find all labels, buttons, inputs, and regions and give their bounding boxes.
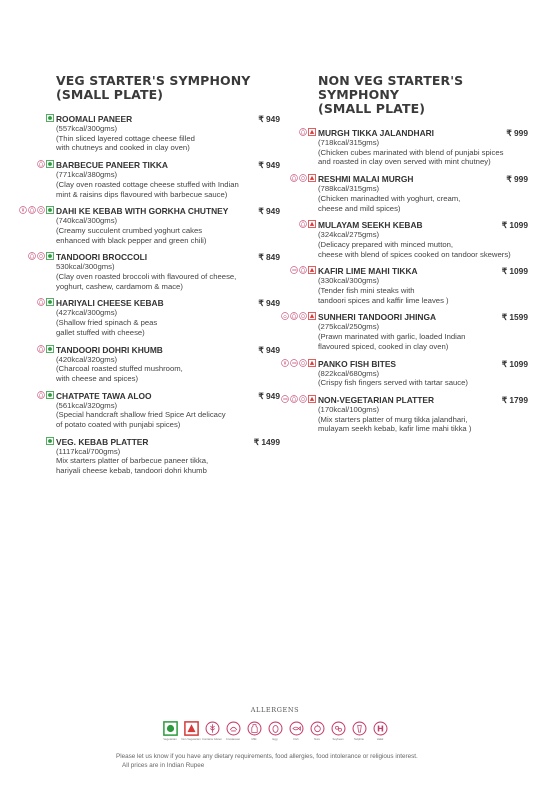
svg-text:H: H: [376, 723, 384, 734]
item-description: [318, 415, 528, 434]
description-line: and roasted in clay oven served with mint chutney): [318, 157, 491, 167]
item-name: SUNHERI TANDOORI JHINGA: [318, 312, 437, 323]
item-header: [56, 114, 280, 124]
nonveg-section-title: NON VEG STARTER'S SYMPHONY (SMALL PLATE): [318, 73, 464, 116]
item-calories: (557kcal/300gms): [56, 124, 118, 133]
item-name: CHATPATE TAWA ALOO: [56, 390, 152, 401]
nonveg-icon: [184, 721, 199, 736]
egg-icon: [299, 395, 307, 403]
description-line: with cheese and spices): [56, 373, 139, 383]
description-line: cheese and mild spices): [318, 203, 401, 213]
item-description: [318, 240, 528, 259]
dietary-icons: [37, 298, 54, 306]
item-calories: 530kcal/300gms): [56, 262, 115, 272]
description-line: (Prawn marinated with garlic, loaded Indian: [318, 332, 466, 342]
fish-icon: [290, 266, 298, 274]
description-line: Mix starters platter of barbecue paneer tikka,: [56, 456, 209, 466]
description-line: (Chicken marinadted with yoghurt, cream,: [318, 193, 461, 203]
description-line: (Clay oven roasted cottage cheese stuffed with Indian: [56, 179, 239, 189]
item-name: KAFIR LIME MAHI TIKKA: [318, 266, 418, 277]
nonveg-icon: [308, 312, 316, 320]
menu-item: [56, 252, 280, 291]
dietary-icons: [37, 391, 54, 399]
item-price: ₹ 949: [258, 160, 280, 171]
allergens-legend: [0, 706, 550, 745]
description-line: (Mix starters platter of murg tikka jalandhari,: [318, 414, 468, 424]
dairy-icon: [299, 128, 307, 136]
item-header: [318, 395, 528, 405]
egg-icon: [268, 721, 283, 736]
allergen-legend-item: [288, 721, 304, 745]
sulphite-icon: [352, 721, 367, 736]
dietary-icons: [290, 266, 316, 274]
allergen-label: Nuts: [314, 737, 320, 741]
item-description: [56, 456, 280, 475]
description-line: (Delicacy prepared with minced mutton,: [318, 239, 454, 249]
allergen-label: Fish: [293, 737, 299, 741]
veg-icon: [46, 391, 54, 399]
item-price: ₹ 949: [258, 114, 280, 124]
allergen-legend-item: [162, 721, 178, 745]
veg-icon: [46, 252, 54, 260]
item-description: [56, 134, 280, 153]
footnote-line-2: All prices are in Indian Rupee: [122, 762, 205, 769]
dietary-icons: [37, 160, 54, 168]
item-calories: (822kcal/680gms): [318, 368, 380, 378]
item-header: [318, 312, 528, 322]
veg-icon: [46, 160, 54, 168]
item-name: NON-VEGETARIAN PLATTER: [318, 394, 435, 405]
footnote: [116, 752, 418, 770]
item-price: ₹ 1099: [501, 220, 528, 231]
menu-item: [56, 437, 280, 476]
description-line: (Crispy fish fingers served with tartar sauce): [318, 378, 468, 388]
veg-item-list: [56, 114, 280, 476]
item-calories: (275kcal/250gms): [318, 322, 380, 332]
item-header: [56, 437, 280, 447]
description-line: (Clay oven roasted broccoli with flavoured of cheese,: [56, 272, 237, 282]
item-price: ₹ 999: [506, 128, 528, 138]
crustacean-icon: [281, 312, 289, 320]
item-calories: (1117kcal/700gms): [56, 446, 121, 456]
description-line: yoghurt, cashew, cardamom & mace): [56, 281, 183, 291]
item-name: HARIYALI CHEESE KEBAB: [56, 298, 164, 309]
item-calories: (718kcal/315gms): [318, 138, 380, 147]
item-description: [56, 410, 280, 429]
allergen-label: Non Vegetarian: [181, 737, 201, 741]
item-description: [318, 286, 528, 305]
item-price: ₹ 1799: [501, 394, 528, 405]
menu-item: [56, 391, 280, 430]
item-price: ₹ 949: [258, 298, 280, 309]
item-header: [318, 266, 528, 276]
item-header: [56, 345, 280, 355]
allergen-legend-item: [267, 721, 283, 745]
allergen-label: Sulphite: [353, 737, 365, 741]
description-line: flavoured spiced, cooked in clay oven): [318, 341, 449, 351]
item-header: [318, 174, 528, 184]
item-description: [56, 318, 280, 337]
description-line: (Special handcraft shallow fried Spice Art delicacy: [56, 410, 226, 420]
gluten-icon: [205, 721, 220, 736]
egg-icon: [299, 174, 307, 182]
dietary-icons: [281, 359, 316, 367]
dietary-icons: [19, 206, 54, 214]
item-price: ₹ 849: [258, 252, 280, 263]
description-line: (Shallow fried spinach & peas: [56, 318, 158, 328]
item-header: [56, 160, 280, 170]
dairy-icon: [299, 266, 307, 274]
description-line: (Tender fish mini steaks with: [318, 286, 415, 296]
allergen-legend-item: [309, 721, 325, 745]
dairy-icon: [290, 395, 298, 403]
item-calories: (561kcal/320gms): [56, 400, 118, 410]
allergen-label: Halal: [376, 737, 384, 741]
item-calories: (330kcal/300gms): [318, 276, 380, 286]
dietary-icons: [28, 252, 54, 260]
dairy-icon: [37, 391, 45, 399]
allergen-label: Milk: [251, 737, 257, 741]
dietary-icons: [290, 174, 316, 182]
allergen-label: Vegetarian: [163, 737, 177, 741]
nonveg-icon: [308, 395, 316, 403]
nonveg-item-list: [318, 128, 528, 434]
item-header: [56, 391, 280, 401]
nonveg-icon: [308, 128, 316, 136]
item-name: RESHMI MALAI MURGH: [318, 174, 414, 185]
allergen-label: Contains Gluten: [201, 737, 223, 741]
allergen-legend-item: [225, 721, 241, 745]
nonveg-icon: [308, 359, 316, 367]
dairy-icon: [299, 220, 307, 228]
item-price: ₹ 949: [258, 390, 280, 401]
fish-icon: [281, 395, 289, 403]
gluten-icon: [19, 206, 27, 214]
item-header: [56, 298, 280, 308]
dairy-icon: [37, 345, 45, 353]
item-name: TANDOORI DOHRI KHUMB: [56, 344, 163, 355]
item-calories: (427kcal/300gms): [56, 308, 118, 318]
dairy-icon: [28, 206, 36, 214]
item-price: ₹ 1099: [501, 266, 528, 277]
description-line: enhanced with black pepper and green chili): [56, 235, 207, 245]
item-price: ₹ 1499: [253, 436, 280, 447]
menu-item: [56, 114, 280, 153]
item-name: MURGH TIKKA JALANDHARI: [318, 128, 435, 138]
description-line: (Chicken cubes marinated with blend of punjabi spices: [318, 147, 504, 157]
item-price: ₹ 1599: [501, 312, 528, 323]
dietary-icons: [299, 220, 316, 228]
fish-icon: [289, 721, 304, 736]
item-description: [318, 378, 528, 388]
veg-column: [56, 74, 280, 483]
menu-item: [318, 359, 528, 388]
item-name: BARBECUE PANEER TIKKA: [56, 160, 168, 171]
dairy-icon: [290, 174, 298, 182]
item-calories: (771kcal/380gms): [56, 170, 118, 180]
dietary-icons: [299, 128, 316, 136]
nonveg-column: [318, 74, 528, 441]
description-line: (Charcoal roasted stuffed mushroom,: [56, 364, 183, 374]
item-name: MULAYAM SEEKH KEBAB: [318, 220, 423, 231]
menu-item: [56, 206, 280, 245]
allergen-legend-item: [330, 721, 346, 745]
item-description: [56, 272, 280, 291]
nuts-icon: [310, 721, 325, 736]
soy-icon: [331, 721, 346, 736]
nonveg-icon: [308, 174, 316, 182]
allergens-title: ALLERGENS: [250, 706, 300, 714]
item-header: [318, 359, 528, 369]
menu-item: [318, 174, 528, 213]
item-calories: (740kcal/300gms): [56, 216, 118, 226]
item-description: [318, 148, 528, 167]
dairy-icon: [37, 298, 45, 306]
item-price: ₹ 949: [258, 206, 280, 217]
allergen-legend-item: [351, 721, 367, 745]
description-line: (Thin sliced layered cottage cheese filled: [56, 133, 195, 143]
item-calories: (788kcal/315gms): [318, 184, 380, 194]
description-line: mulayam seekh kebab, kafir lime mahi tikka ): [318, 424, 472, 434]
dietary-icons: [46, 437, 54, 445]
description-line: mint & raisins dips flavoured with barbecue sauce): [56, 189, 228, 199]
item-description: [318, 332, 528, 351]
nonveg-icon: [308, 266, 316, 274]
allergen-legend-item: [372, 721, 388, 745]
veg-icon: [163, 721, 178, 736]
veg-section-title: VEG STARTER'S SYMPHONY (SMALL PLATE): [56, 73, 251, 102]
menu-item: [56, 160, 280, 199]
veg-icon: [46, 298, 54, 306]
item-name: ROOMALI PANEER: [56, 114, 133, 124]
allergen-legend-item: [183, 721, 199, 745]
menu-item: [318, 266, 528, 305]
item-description: [56, 180, 280, 199]
description-line: hariyali cheese kebab, tandoori dohri khumb: [56, 466, 207, 476]
fish-icon: [290, 359, 298, 367]
menu-item: [318, 220, 528, 259]
item-description: [56, 364, 280, 383]
dietary-icons: [281, 395, 316, 403]
gluten-icon: [281, 359, 289, 367]
egg-icon: [299, 312, 307, 320]
item-name: TANDOORI BROCCOLI: [56, 252, 148, 263]
item-calories: (324kcal/275gms): [318, 230, 380, 240]
dietary-icons: [46, 114, 54, 122]
nuts-icon: [37, 252, 45, 260]
description-line: gallet stuffed with cheese): [56, 327, 145, 337]
allergen-icon-row: [0, 721, 550, 745]
halal-icon: [373, 721, 388, 736]
item-header: [318, 128, 528, 138]
item-header: [56, 206, 280, 216]
item-price: ₹ 999: [506, 174, 528, 185]
dairy-icon: [247, 721, 262, 736]
menu-item: [318, 395, 528, 434]
item-header: [56, 252, 280, 262]
egg-icon: [299, 359, 307, 367]
item-calories: (170kcal/100gms): [318, 404, 380, 414]
dairy-icon: [37, 160, 45, 168]
allergen-legend-item: [246, 721, 262, 745]
nuts-icon: [37, 206, 45, 214]
item-price: ₹ 1099: [501, 358, 528, 369]
item-calories: (420kcal/320gms): [56, 354, 118, 364]
allergen-label: Soybean: [332, 737, 344, 741]
item-name: PANKO FISH BITES: [318, 358, 397, 369]
veg-icon: [46, 345, 54, 353]
dairy-icon: [28, 252, 36, 260]
dietary-icons: [37, 345, 54, 353]
allergen-label: Crustacean: [225, 737, 241, 741]
nonveg-icon: [308, 220, 316, 228]
veg-icon: [46, 206, 54, 214]
menu-item: [318, 312, 528, 351]
crustacean-icon: [226, 721, 241, 736]
description-line: (Creamy succulent crumbed yoghurt cakes: [56, 225, 203, 235]
allergen-legend-item: [201, 721, 223, 745]
item-name: VEG. KEBAB PLATTER: [56, 436, 149, 447]
menu-item: [56, 345, 280, 384]
item-price: ₹ 949: [258, 344, 280, 355]
description-line: cheese with blend of spices cooked on tandoor skewers): [318, 249, 511, 259]
dietary-icons: [281, 312, 316, 320]
veg-icon: [46, 437, 54, 445]
item-description: [318, 194, 528, 213]
item-header: [318, 220, 528, 230]
description-line: with chutneys and cooked in clay oven): [56, 143, 190, 153]
item-name: DAHI KE KEBAB WITH GORKHA CHUTNEY: [56, 206, 229, 217]
footnote-line-1: Please let us know if you have any dietary requirements, food allergies, food intolerance or religious interest.: [116, 753, 418, 760]
allergen-label: Egg: [272, 737, 278, 741]
description-line: of potato coated with punjabi spices): [56, 420, 181, 430]
menu-item: [56, 298, 280, 337]
dairy-icon: [290, 312, 298, 320]
veg-icon: [46, 114, 54, 122]
item-description: [56, 226, 280, 245]
description-line: tandoori spices and kaffir lime leaves ): [318, 295, 449, 305]
menu-item: [318, 128, 528, 167]
